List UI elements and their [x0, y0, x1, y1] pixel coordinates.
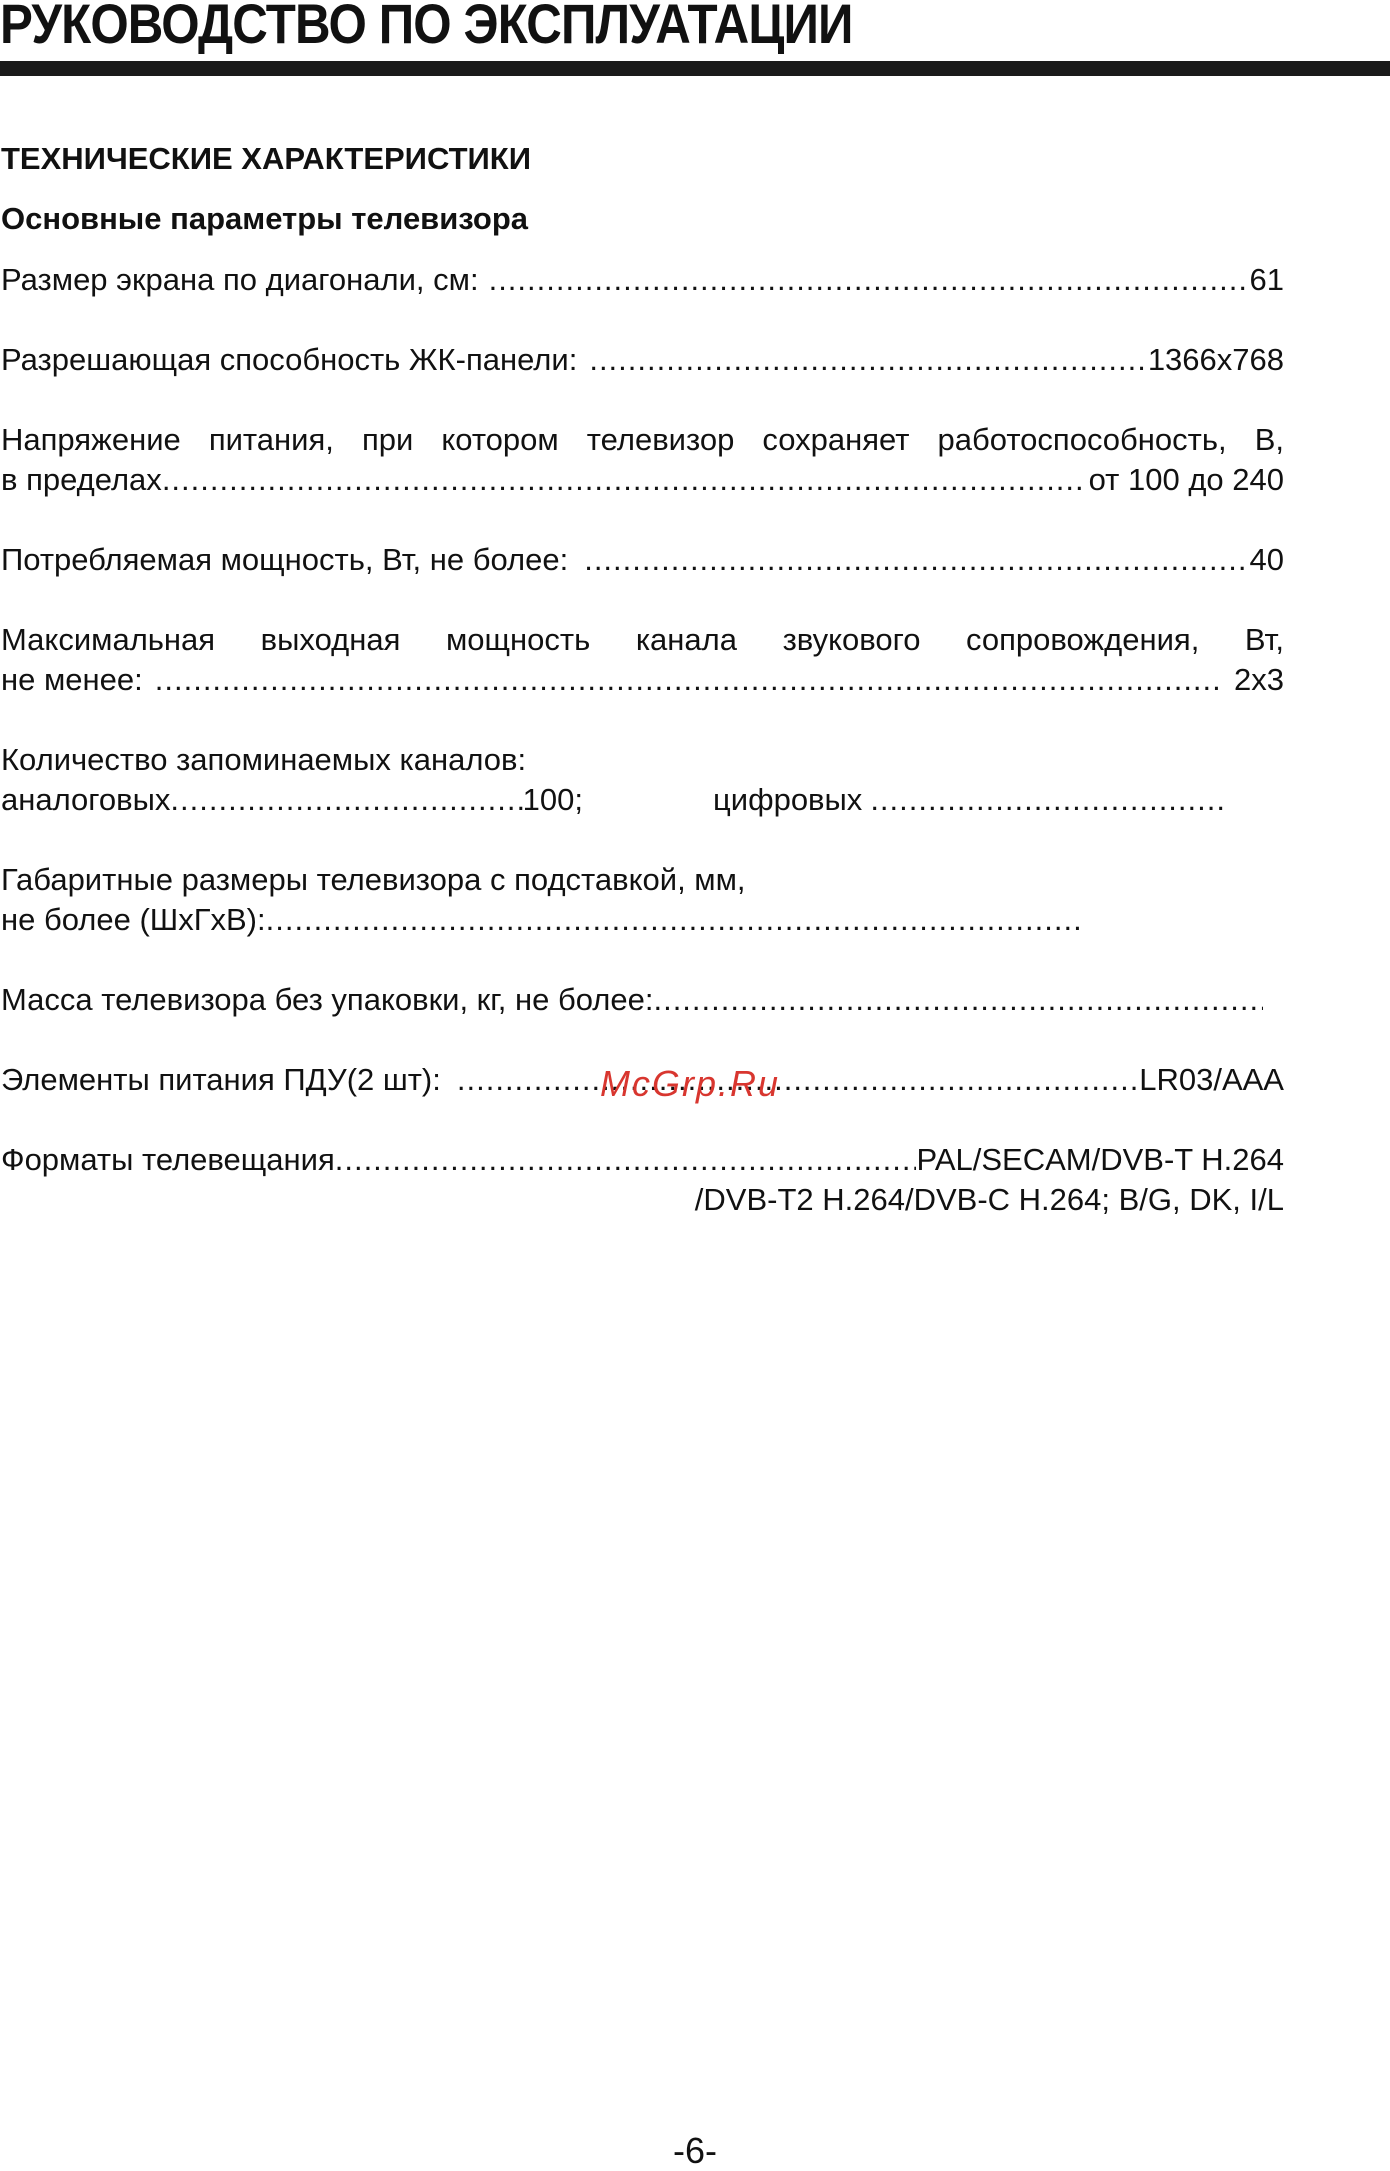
word: сохраняет: [762, 422, 910, 457]
section-heading: ТЕХНИЧЕСКИЕ ХАРАКТЕРИСТИКИ: [1, 141, 531, 176]
dot-leader: [335, 1140, 917, 1180]
word: работоспособность,: [937, 422, 1227, 457]
spec-row-dimensions: [1, 900, 1084, 940]
spec-value: 1366x768: [1147, 342, 1284, 377]
spec-value: LR03/AAA: [1139, 1062, 1284, 1097]
spec-label: Элементы питания ПДУ(2 шт):: [1, 1062, 441, 1097]
spec-label: Размер экрана по диагонали, см:: [1, 262, 479, 297]
spec-row-weight: [1, 980, 1263, 1020]
word: Максимальная: [1, 622, 216, 657]
spec-value: 40: [1249, 542, 1284, 577]
word: выходная: [260, 622, 401, 657]
watermark: McGrp.Ru: [600, 1063, 781, 1104]
spec-label: Форматы телевещания: [1, 1142, 335, 1177]
dot-leader: [170, 780, 522, 820]
word: канала: [635, 622, 737, 657]
word: при: [361, 422, 414, 457]
spec-value: 100;: [522, 782, 583, 817]
subsection-heading: Основные параметры телевизора: [1, 201, 529, 236]
spec-row-audio: [1, 660, 1284, 700]
spec-voltage-line1: [1, 420, 1284, 460]
spec-value: от 100 до 240: [1088, 462, 1284, 497]
spec-label: не более (ШxГxВ):: [1, 902, 266, 937]
spec-label: цифровых: [713, 782, 863, 817]
spec-label: не менее:: [1, 662, 143, 697]
spec-dimensions-line1: Габаритные размеры телевизора с подставкой, мм,: [1, 862, 746, 897]
spec-row-broadcast: [1, 1140, 1284, 1180]
spec-row-digital-channels: [713, 780, 1223, 820]
spec-channels-title: Количество запоминаемых каналов:: [1, 742, 527, 777]
spec-value: 61: [1249, 262, 1284, 297]
spec-label: Потребляемая мощность, Вт, не более:: [1, 542, 569, 577]
dot-leader: [489, 260, 1250, 300]
dot-leader: [162, 460, 1083, 500]
dot-leader: [155, 660, 1224, 700]
word: телевизор: [586, 422, 735, 457]
dot-leader: [589, 340, 1143, 380]
word: Напряжение: [1, 422, 181, 457]
spec-audio-line1: [1, 620, 1284, 660]
header-rule: [0, 61, 1390, 76]
manual-title: РУКОВОДСТВО ПО ЭКСПЛУАТАЦИИ: [0, 0, 853, 55]
spec-label: Масса телевизора без упаковки, кг, не более:: [1, 982, 654, 1017]
spec-value: PAL/SECAM/DVB-T H.264: [916, 1142, 1284, 1177]
spec-label: Разрешающая способность ЖК-панели:: [1, 342, 578, 377]
word: звукового: [782, 622, 921, 657]
dot-leader: [870, 780, 1223, 820]
page-number: -6-: [673, 2130, 717, 2171]
spec-value: 2x3: [1234, 662, 1284, 697]
dot-leader: [653, 980, 1263, 1020]
dot-leader: [266, 900, 1084, 940]
dot-leader: [457, 1060, 1139, 1100]
spec-row-screen-size: [1, 260, 1284, 300]
spec-label: в пределах: [1, 462, 162, 497]
spec-row-resolution: [1, 340, 1284, 380]
spec-row-analog-channels: [1, 780, 583, 820]
spec-row-power: [1, 540, 1284, 580]
spec-label: аналоговых: [1, 782, 171, 817]
word: Вт,: [1244, 622, 1284, 657]
dot-leader: [584, 540, 1249, 580]
word: сопровождения,: [966, 622, 1200, 657]
spec-row-voltage: [1, 460, 1284, 500]
spec-broadcast-line2: /DVB-T2 H.264/DVB-C H.264; B/G, DK, I/L: [694, 1182, 1284, 1217]
word: В,: [1254, 422, 1284, 457]
word: питания,: [208, 422, 334, 457]
word: котором: [441, 422, 559, 457]
word: мощность: [445, 622, 591, 657]
